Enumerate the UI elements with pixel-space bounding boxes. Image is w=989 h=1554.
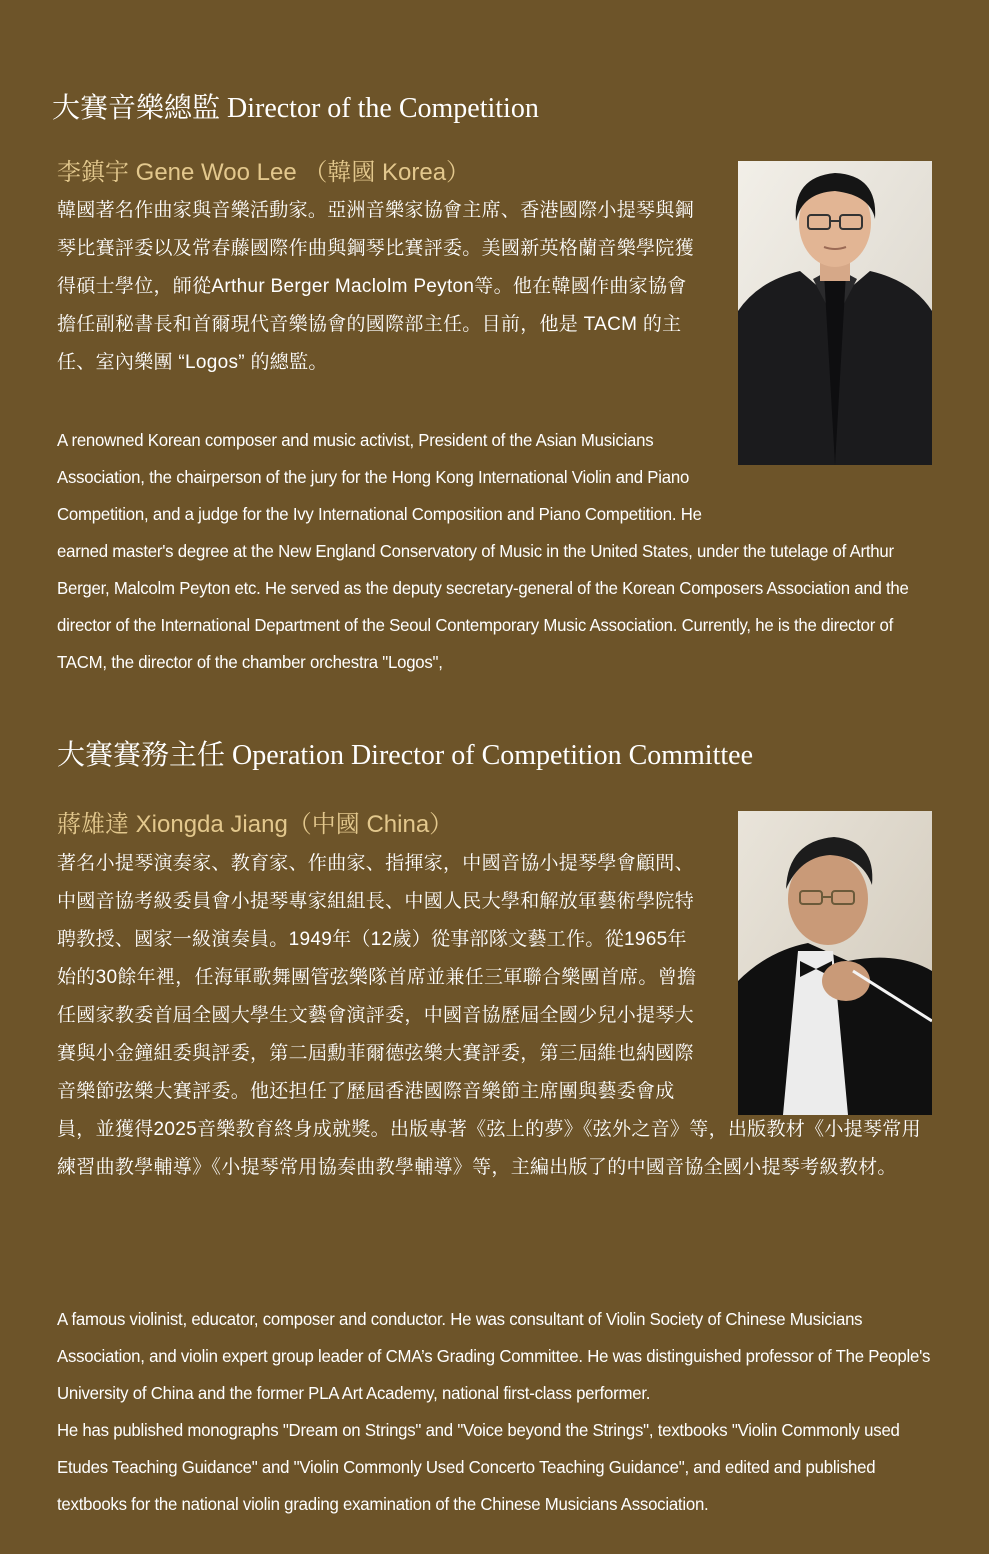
bio-english-gene-woo-lee <box>57 422 942 681</box>
person-name-gene-woo-lee: 李鎮宇 Gene Woo Lee （韓國 Korea） <box>57 159 471 186</box>
bio-english-text: A renowned Korean composer and music activist, President of the Asian Musicians Association, the chairperson of the jury for the Hong Kong International Violin and Piano Competition, and a judge for the Ivy International Composition and Piano Competition. He earned master's degree at the New England Conservatory of Music in the United States, under the tutelage of Arthur Berger, Malcolm Peyton etc. He served as the deputy secretary-general of the Korean Composers Association and the director of the International Department of the Seoul Contemporary Music Association. Currently, he is the director of TACM, the director of the chamber orchestra "Logos", <box>57 430 909 672</box>
bio-chinese-text: 著名小提琴演奏家、教育家、作曲家、指揮家，中國音協小提琴學會顧問、中國音協考級委員會小提琴專家組組長、中國人民大學和解放軍藝術學院特聘教授、國家一級演奏員。1949年（12歲）從事部隊文藝工作。從1965年始的30餘年裡，任海軍歌舞團管弦樂隊首席並兼任三軍聯合樂團首席。曾擔任國家教委首屆全國大學生文藝會演評委，中國音協歷屆全國少兒小提琴大賽與小金鐘組委與評委，第二屆勳菲爾德弦樂大賽評委，第三屆維也納國際音樂節弦樂大賽評委。他还担任了歷屆香港國際音樂節主席團與藝委會成員，並獲得2025音樂教育終身成就獎。出版專著《弦上的夢》《弦外之音》等，出版教材《小提琴常用練習曲教學輔導》《小提琴常用協奏曲教學輔導》等，主編出版了的中國音協全國小提琴考級教材。 <box>57 853 921 1178</box>
photo-wrap-spacer <box>702 422 942 522</box>
man-with-glasses-icon <box>738 161 932 465</box>
bio-chinese-gene-woo-lee: 韓國著名作曲家與音樂活動家。亞洲音樂家協會主席、香港國際小提琴與鋼琴比賽評委以及常春藤國際作曲與鋼琴比賽評委。美國新英格蘭音樂學院獲得碩士學位，師從Arthur Berger Maclolm Peyton等。他在韓國作曲家協會擔任副秘書長和首爾現代音樂協會的國際部主任。目前，他是 TACM 的主任、室內樂團 “Logos” 的總監。 <box>57 200 694 373</box>
portrait-photo-gene-woo-lee <box>738 161 932 465</box>
bio-english-xiongda-jiang <box>57 1301 945 1523</box>
photo-wrap-spacer <box>705 845 937 1110</box>
section-title-operation-director: 大賽賽務主任 Operation Director of Competition Committee <box>57 740 753 771</box>
person-name-xiongda-jiang: 蔣雄達 Xiongda Jiang（中國 China） <box>57 811 454 838</box>
bio-english-paragraph-2: He has published monographs "Dream on Strings" and "Voice beyond the Strings", textbooks "Violin Commonly used Etudes Teaching Guidance" and "Violin Commonly Used Concerto Teaching Guidance", and edited and published textbooks for the national violin grading examination of the Chinese Musicians Association. <box>57 1420 900 1514</box>
bio-chinese-xiongda-jiang <box>57 845 937 1187</box>
section-title-director: 大賽音樂總監 Director of the Competition <box>52 93 539 124</box>
bio-english-paragraph-1: A famous violinist, educator, composer and conductor. He was consultant of Violin Society of Chinese Musicians Association, and violin expert group leader of CMA’s Grading Committee. He was distinguished professor of The People's University of China and the former PLA Art Academy, national first-class performer. <box>57 1309 931 1403</box>
